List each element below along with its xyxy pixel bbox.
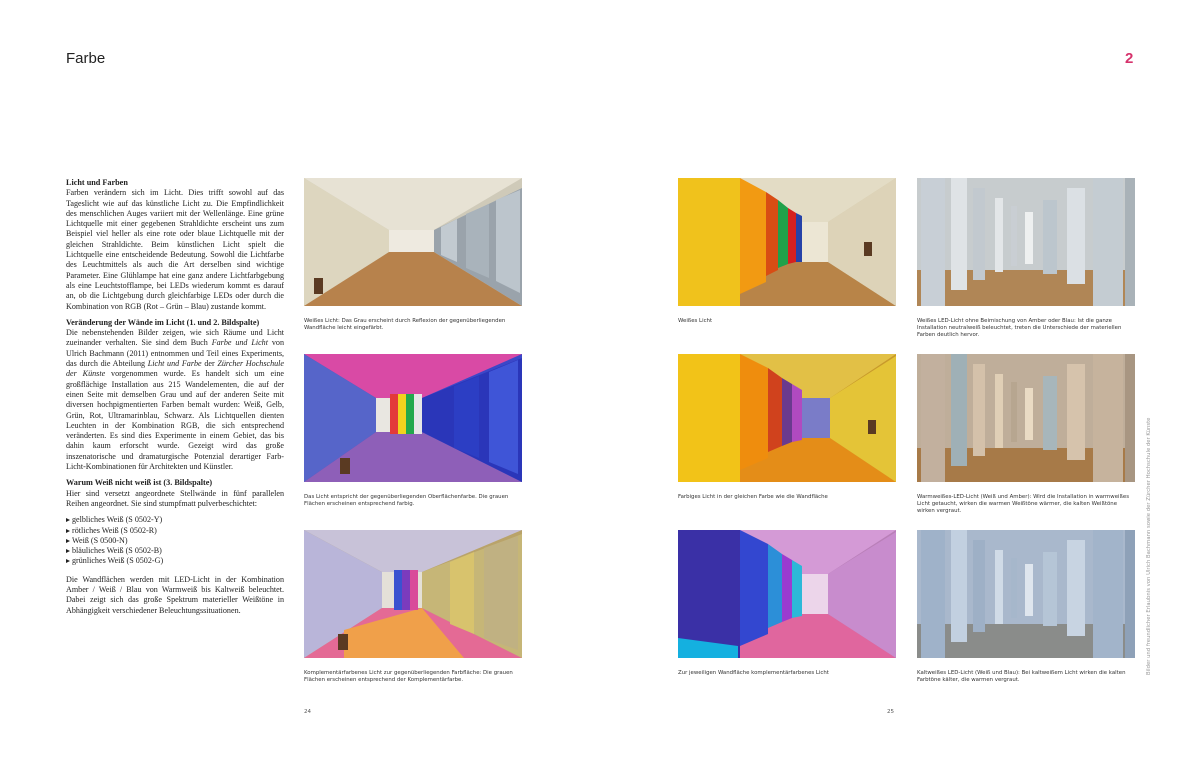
page-number-right: 25 <box>887 709 894 715</box>
photo-corridor-reflected-colored-light <box>304 354 522 482</box>
chapter-number: 2 <box>1125 50 1134 67</box>
paragraph-licht-und-farben: Farben verändern sich im Licht. Dies trifft sowohl auf das Tageslicht wie auf das künstliche Licht zu. Die Empfindlichkeit des menschlichen Auges variiert mit der Wellenlänge. Eine grüne Lichtquelle mit einer gegebenen Strahldichte erscheint uns zum Beispiel viel heller als eine rote oder blaue Lichtquelle mit der gleichen Strahldichte. Beim künstlichen Licht spielt die Lichtquelle eine entscheidende Bedeutung. Sowohl die Lichtfarbe des Leuchtmittels als auch die Art derselben sind wichtige Parameter. Eine Glühlampe hat eine ganz andere Lichtfarbgebung als eine Leuchtstofflampe, bei LEDs wiederum kommt es darauf an, ob die Lichtgebung durch gleichfarbige LEDs oder durch die Kombination von RGB (Rot – Grün – Blau) zustande kommt. <box>66 188 284 311</box>
list-item: rötliches Weiß (S 0502-R) <box>66 526 284 536</box>
list-item: Weiß (S 0500-N) <box>66 536 284 546</box>
photo-caption: Kaltweißes LED-Licht (Weiß und Blau): Bei kaltweißem Licht wirken die kalten Farbtöne kälter, die warmen vergraut. <box>917 670 1126 684</box>
white-tones-list <box>66 515 284 566</box>
body-text-column <box>66 178 284 622</box>
photo-white-panels-warm-led <box>917 354 1135 482</box>
photo-corridor-complementary-to-wall <box>678 530 896 658</box>
photo-caption: Warmweißes-LED-Licht (Weiß und Amber): Wird die Installation in warmweißes Licht getaucht, wirken die warmen Weißtöne wärmer, die kalten Weißtöne wirken vergraut. <box>917 494 1130 515</box>
photo-corridor-complementary-light <box>304 530 522 658</box>
photo-caption: Weißes LED-Licht ohne Beimischung von Amber oder Blau: Ist die ganze Installation neutralweiß beleuchtet, treten die Unterschiede der materiellen Farben deutlich hervor. <box>917 318 1122 339</box>
section-heading-veraenderung: Veränderung der Wände im Licht (1. und 2. Bildspalte) <box>66 317 260 327</box>
list-item: gelbliches Weiß (S 0502-Y) <box>66 515 284 525</box>
school-name: Zürcher Hochschule der Künste <box>66 359 285 379</box>
photo-corridor-colored-walls-white-light <box>678 178 896 306</box>
department-name: Licht und Farbe <box>147 359 202 369</box>
photo-corridor-same-colored-light <box>678 354 896 482</box>
photo-caption: Weißes Licht: Das Grau erscheint durch Reflexion der gegenüberliegenden Wandfläche leicht eingefärbt. <box>304 318 506 332</box>
paragraph-led-licht: Die Wandflächen werden mit LED-Licht in der Kombination Amber / Weiß / Blau von Warmweiß bis Kaltweiß beleuchtet. Dabei zeigt sich das große Spektrum materieller Weißtöne in Abhängigkeit verschiedener Beleuchtungssituationen. <box>66 574 284 615</box>
paragraph-warum-weiss: Hier sind versetzt angeordnete Stellwände in fünf parallelen Reihen angeordnet. Sie sind stumpfmatt pulverbeschichtet: <box>66 488 284 508</box>
photo-corridor-white-light <box>304 178 522 306</box>
photo-caption: Weißes Licht <box>678 318 713 324</box>
page-title: Farbe <box>66 50 106 67</box>
photo-white-panels-neutral-led <box>917 178 1135 306</box>
section-heading-warum-weiss: Warum Weiß nicht weiß ist (3. Bildspalte) <box>66 478 213 488</box>
photo-caption: Farbiges Licht in der gleichen Farbe wie die Wandfläche <box>678 494 828 500</box>
page-number-left: 24 <box>304 709 311 715</box>
book-title: Farbe und Licht <box>211 338 268 348</box>
list-item: bläuliches Weiß (S 0502-B) <box>66 546 284 556</box>
image-credit: Bilder und freundlicher Erlaubnis von Ulrich Bachmann sowie der Zürcher Hochschule der Künste <box>1146 417 1152 675</box>
photo-white-panels-cool-led <box>917 530 1135 658</box>
photo-caption: Komplementärfarbenes Licht zur gegenüberliegenden Farbfläche: Die grauen Flächen erscheinen entsprechend der Komplementärfarbe. <box>304 670 513 684</box>
list-item: grünliches Weiß (S 0502-G) <box>66 556 284 566</box>
section-heading-licht-und-farben: Licht und Farben <box>66 178 128 187</box>
photo-caption: Das Licht entspricht der gegenüberliegenden Oberflächenfarbe. Die grauen Flächen erscheinen entsprechend farbig. <box>304 494 509 508</box>
paragraph-veraenderung: Die nebenstehenden Bilder zeigen, wie sich Räume und Licht zueinander verhalten. Sie sind dem Buch Farbe und Licht von Ulrich Bachmann (2011) entnommen und Teil eines Experiments, das durch die Abteilung Licht und Farbe der Zürcher Hochschule der Künste vorgenommen wurde. Es handelt sich um eine großflächige Installation aus 215 Wandelementen, die auf der einen Seite mit demselben Grau und auf der anderen Seite mit diversen hochpigmentierten Farben bemalt wurden: Weiß, Gelb, Grün, Rot, Ultramarinblau, Schwarz. Als Lichtquellen dienten Leuchten in der Kombination RGB, die sich entsprechend veränderten. Es sind dies Experimente in einem Gebiet, das bis dahin kaum erforscht wurde. Gezeigt wird das große inszenatorische und dramaturgische Potenzial derartiger Farb-Licht-Kombinationen für Architekten und Künstler. <box>66 328 285 472</box>
photo-caption: Zur jeweiligen Wandfläche komplementärfarbenes Licht <box>678 670 829 676</box>
